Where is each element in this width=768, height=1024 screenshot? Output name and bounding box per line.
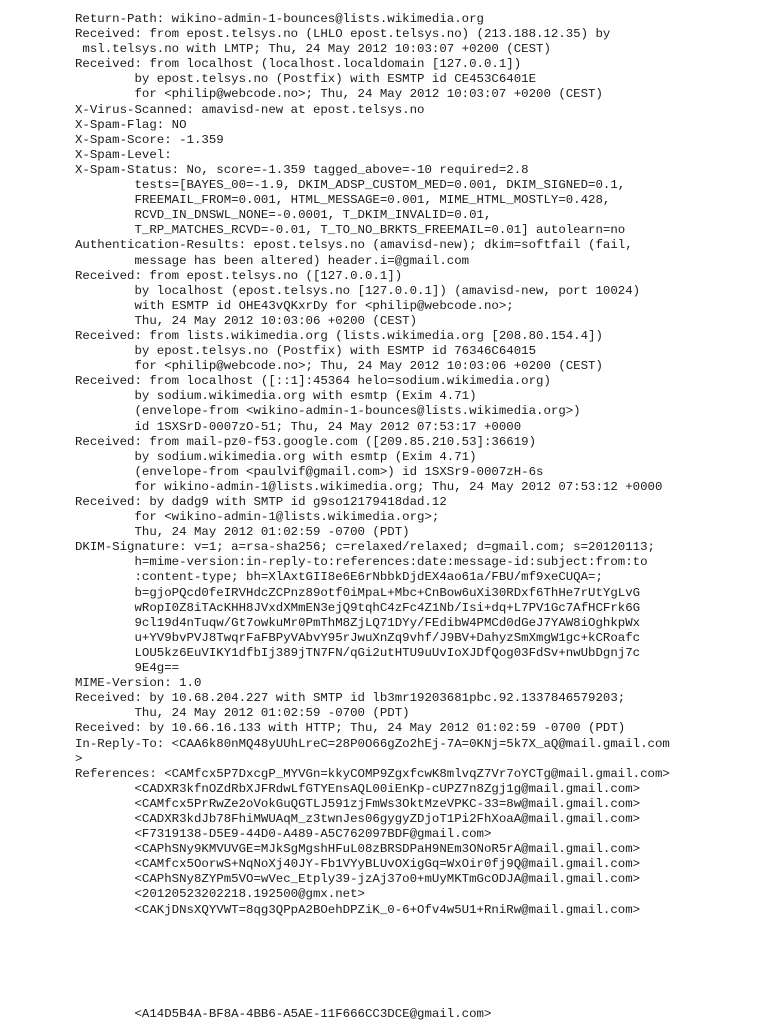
header-line: message has been altered) header.i=@gmail.com <box>75 253 470 268</box>
header-line: Received: from epost.telsys.no ([127.0.0.1]) <box>75 268 403 283</box>
header-line: Received: from mail-pz0-f53.google.com ([209.85.210.53]:36619) <box>75 434 537 449</box>
header-line: Received: from localhost (localhost.localdomain [127.0.0.1]) <box>75 57 522 72</box>
header-line: <CAMfcx5OorwS+NqNoXj40JY-Fb1VYyBLUvOXigGq=WxOir0fj9Q@mail.gmail.com> <box>75 857 641 872</box>
header-line: Received: by 10.66.16.133 with HTTP; Thu, 24 May 2012 01:02:59 -0700 (PDT) <box>75 721 626 736</box>
header-line: h=mime-version:in-reply-to:references:date:message-id:subject:from:to <box>75 555 648 570</box>
header-line: References: <CAMfcx5P7DxcgP_MYVGn=kkyCOMP9ZgxfcwK8mlvqZ7Vr7oYCTg@mail.gmail.com> <box>75 766 670 781</box>
header-line: X-Virus-Scanned: amavisd-new at epost.telsys.no <box>75 102 425 117</box>
header-line: DKIM-Signature: v=1; a=rsa-sha256; c=relaxed/relaxed; d=gmail.com; s=20120113; <box>75 540 655 555</box>
header-line: for <philip@webcode.no>; Thu, 24 May 2012 10:03:06 +0200 (CEST) <box>75 359 603 374</box>
header-line: <CAPhSNy9KMVUVGE=MJkSgMgshHFuL08zBRSDPaH9NEm3ONoR5rA@mail.gmail.com> <box>75 842 641 857</box>
header-line: Received: from localhost ([::1]:45364 helo=sodium.wikimedia.org) <box>75 374 551 389</box>
header-line: b=gjoPQcd0feIRVHdcZCPnz89otf0iMpaL+Mbc+CnBow6uXi30RDxf6ThHe7rUtYgLvG <box>75 585 641 600</box>
header-line: wRopI0Z8iTAcKHH8JVxdXMmEN3ejQ9tqhC4zFc4Z1Nb/Isi+dq+L7PV1Gc7AfHCFrk6G <box>75 600 641 615</box>
header-line: X-Spam-Level: <box>75 147 172 162</box>
header-line: <CAPhSNy8ZYPm5VO=wVec_Etply39-jzAj37o0+mUyMKTmGcODJA@mail.gmail.com> <box>75 872 641 887</box>
header-line: Received: from epost.telsys.no (LHLO epost.telsys.no) (213.188.12.35) by <box>75 27 611 42</box>
header-line: <CAMfcx5PrRwZe2oVokGuQGTLJ591zjFmWs3OktMzeVPKC-33=8w@mail.gmail.com> <box>75 796 641 811</box>
header-line: for wikino-admin-1@lists.wikimedia.org; Thu, 24 May 2012 07:53:12 +0000 <box>75 479 663 494</box>
header-line: u+YV9bvPVJ8TwqrFaFBPyVAbvY95rJwuXnZq9vhf/J9BV+DahyzSmXmgW1gc+kCRoafc <box>75 630 641 645</box>
header-line: (envelope-from <paulvif@gmail.com>) id 1SXSr9-0007zH-6s <box>75 464 544 479</box>
header-line: Received: by dadg9 with SMTP id g9so12179418dad.12 <box>75 495 447 509</box>
header-line: > <box>75 751 83 766</box>
header-line: MIME-Version: 1.0 <box>75 676 202 691</box>
header-line: by epost.telsys.no (Postfix) with ESMTP id 76346C64015 <box>75 344 537 359</box>
header-line: for <philip@webcode.no>; Thu, 24 May 2012 10:03:07 +0200 (CEST) <box>75 87 603 102</box>
header-line: Thu, 24 May 2012 01:02:59 -0700 (PDT) <box>75 525 410 540</box>
header-line: <CADXR3kdJb78FhiMWUAqM_z3twnJes06gygyZDjoT1Pi2FhXoaA@mail.gmail.com> <box>75 811 641 826</box>
header-line: Thu, 24 May 2012 10:03:06 +0200 (CEST) <box>75 313 418 328</box>
header-line: X-Spam-Score: -1.359 <box>75 132 224 147</box>
header-line: Return-Path: wikino-admin-1-bounces@lists.wikimedia.org <box>75 12 484 26</box>
header-line: T_RP_MATCHES_RCVD=-0.01, T_TO_NO_BRKTS_FREEMAIL=0.01] autolearn=no <box>75 223 626 238</box>
header-line: Received: by 10.68.204.227 with SMTP id lb3mr19203681pbc.92.1337846579203; <box>75 691 626 706</box>
header-line: by sodium.wikimedia.org with esmtp (Exim 4.71) <box>75 389 477 404</box>
email-header-trailing-line: <A14D5B4A-BF8A-4BB6-A5AE-11F666CC3DCE@gmail.com> <box>75 1007 492 1021</box>
header-line: Authentication-Results: epost.telsys.no (amavisd-new); dkim=softfail (fail, <box>75 238 633 253</box>
header-line: RCVD_IN_DNSWL_NONE=-0.0001, T_DKIM_INVALID=0.01, <box>75 208 492 223</box>
header-line: In-Reply-To: <CAA6k80nMQ48yUUhLreC=28P0O66gZo2hEj-7A=0KNj=5k7X_aQ@mail.gmail.com <box>75 736 670 751</box>
header-line: tests=[BAYES_00=-1.9, DKIM_ADSP_CUSTOM_MED=0.001, DKIM_SIGNED=0.1, <box>75 178 626 193</box>
header-line: Received: from lists.wikimedia.org (lists.wikimedia.org [208.80.154.4]) <box>75 328 603 343</box>
header-line: X-Spam-Flag: NO <box>75 117 187 132</box>
header-line: FREEMAIL_FROM=0.001, HTML_MESSAGE=0.001, MIME_HTML_MOSTLY=0.428, <box>75 193 611 208</box>
header-line: <20120523202218.192500@gmx.net> <box>75 887 365 902</box>
header-line: with ESMTP id OHE43vQKxrDy for <philip@webcode.no>; <box>75 298 514 313</box>
header-line: LOU5kz6EuVIKY1dfbIj389jTN7FN/qGi2utHTU9uUvIoXJDfQog03FdSv+nwUbDgnj7c <box>75 645 641 660</box>
header-line: Thu, 24 May 2012 01:02:59 -0700 (PDT) <box>75 706 410 721</box>
header-line: <F7319138-D5E9-44D0-A489-A5C762097BDF@gmail.com> <box>75 827 492 842</box>
header-line: 9cl19d4nTuqw/Gt7owkuMr0PmThM8ZjLQ71DYy/FEdibW4PMCd0dGeJ7YAW8iOghkpWx <box>75 615 641 630</box>
header-line: by sodium.wikimedia.org with esmtp (Exim 4.71) <box>75 449 477 464</box>
email-raw-headers <box>75 12 765 918</box>
header-line: by epost.telsys.no (Postfix) with ESMTP id CE453C6401E <box>75 72 537 87</box>
header-line: <CADXR3kfnOZdRbXJFRdwLfGTYEnsAQL00iEnKp-cUPZ7n8Zgj1g@mail.gmail.com> <box>75 781 641 796</box>
header-line: msl.telsys.no with LMTP; Thu, 24 May 2012 10:03:07 +0200 (CEST) <box>75 42 551 57</box>
header-line: X-Spam-Status: No, score=-1.359 tagged_above=-10 required=2.8 <box>75 162 529 177</box>
header-line: for <wikino-admin-1@lists.wikimedia.org>; <box>75 510 440 525</box>
header-line: :content-type; bh=XlAxtGII8e6E6rNbbkDjdEX4ao61a/FBU/mf9xeCUQA=; <box>75 570 603 585</box>
header-line: id 1SXSrD-0007zO-51; Thu, 24 May 2012 07:53:17 +0000 <box>75 419 522 434</box>
header-line: 9E4g== <box>75 661 180 676</box>
header-line: (envelope-from <wikino-admin-1-bounces@lists.wikimedia.org>) <box>75 404 581 419</box>
header-line: <CAKjDNsXQYVWT=8qg3QPpA2BOehDPZiK_0-6+Ofv4w5U1+RniRw@mail.gmail.com> <box>75 902 641 917</box>
header-line: by localhost (epost.telsys.no [127.0.0.1]) (amavisd-new, port 10024) <box>75 283 641 298</box>
